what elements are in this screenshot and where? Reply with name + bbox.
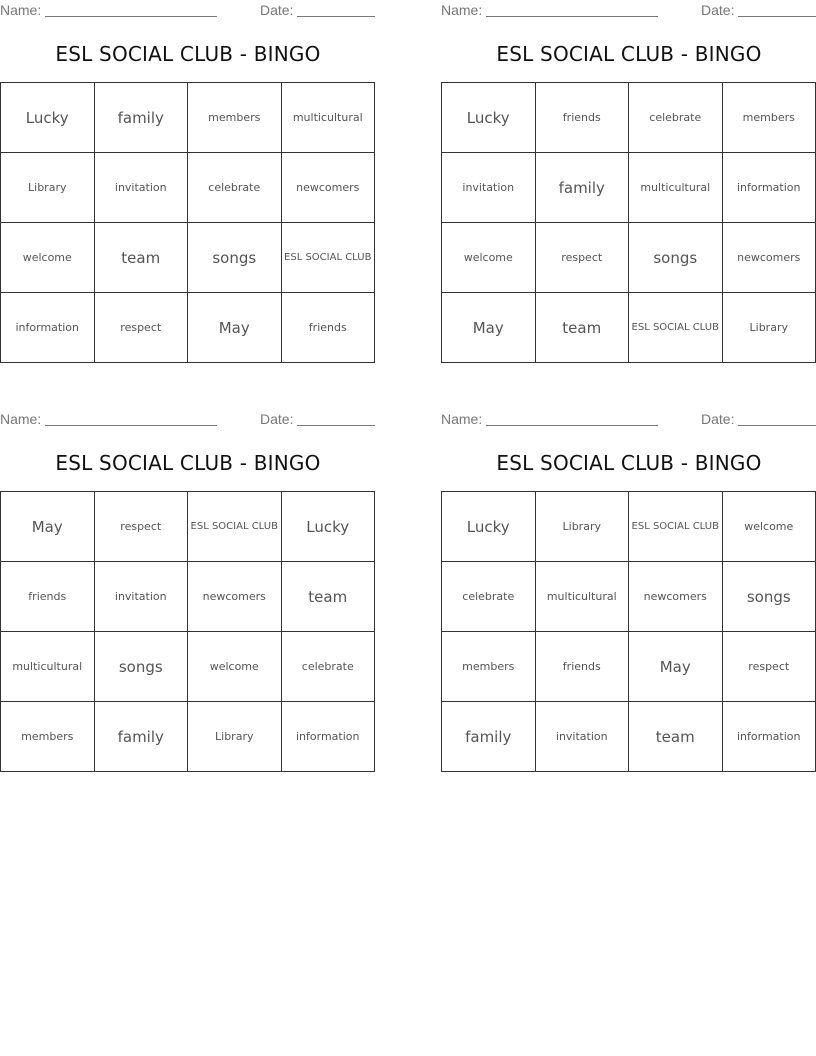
bingo-cell[interactable]: May bbox=[188, 293, 282, 363]
bingo-cell[interactable]: information bbox=[1, 293, 95, 363]
date-field-line[interactable] bbox=[297, 425, 375, 426]
bingo-cell[interactable]: Lucky bbox=[442, 492, 536, 562]
bingo-cell[interactable]: information bbox=[282, 702, 376, 772]
bingo-grid bbox=[0, 491, 375, 772]
bingo-cell[interactable]: newcomers bbox=[723, 223, 816, 293]
name-label: Name: bbox=[441, 411, 483, 427]
bingo-cell[interactable]: newcomers bbox=[188, 562, 282, 632]
bingo-grid bbox=[0, 82, 375, 363]
date-field-line[interactable] bbox=[297, 16, 375, 17]
bingo-cell[interactable]: May bbox=[442, 293, 536, 363]
bingo-cell[interactable]: songs bbox=[95, 632, 189, 702]
bingo-cell[interactable]: Library bbox=[536, 492, 630, 562]
date-field-line[interactable] bbox=[738, 16, 816, 17]
name-field-line[interactable] bbox=[45, 425, 217, 426]
bingo-cell[interactable]: welcome bbox=[723, 492, 816, 562]
card-header bbox=[0, 0, 376, 22]
bingo-cell[interactable]: members bbox=[188, 83, 282, 153]
bingo-cell[interactable]: celebrate bbox=[629, 83, 723, 153]
bingo-cell[interactable]: invitation bbox=[536, 702, 630, 772]
bingo-cell[interactable]: team bbox=[282, 562, 376, 632]
bingo-card bbox=[0, 409, 376, 771]
date-label: Date: bbox=[701, 411, 735, 427]
bingo-grid bbox=[441, 491, 816, 772]
card-header bbox=[441, 0, 816, 22]
bingo-cell[interactable]: Lucky bbox=[282, 492, 376, 562]
card-title: ESL SOCIAL CLUB - BINGO bbox=[496, 42, 762, 66]
card-header bbox=[441, 409, 816, 431]
bingo-cell[interactable]: newcomers bbox=[282, 153, 376, 223]
bingo-cell[interactable]: Lucky bbox=[442, 83, 536, 153]
name-label: Name: bbox=[441, 2, 483, 18]
bingo-cell[interactable]: family bbox=[536, 153, 630, 223]
bingo-cell[interactable]: information bbox=[723, 702, 816, 772]
bingo-cell[interactable]: May bbox=[629, 632, 723, 702]
bingo-cell[interactable]: invitation bbox=[95, 562, 189, 632]
bingo-cell[interactable]: songs bbox=[629, 223, 723, 293]
bingo-cell[interactable]: welcome bbox=[1, 223, 95, 293]
bingo-cell[interactable]: May bbox=[1, 492, 95, 562]
name-label: Name: bbox=[0, 411, 42, 427]
bingo-cell[interactable]: celebrate bbox=[442, 562, 536, 632]
bingo-cell[interactable]: Library bbox=[723, 293, 816, 363]
card-title: ESL SOCIAL CLUB - BINGO bbox=[55, 42, 321, 66]
bingo-cell[interactable]: respect bbox=[95, 492, 189, 562]
bingo-cell[interactable]: multicultural bbox=[629, 153, 723, 223]
bingo-cell[interactable]: team bbox=[95, 223, 189, 293]
bingo-cell[interactable]: friends bbox=[536, 632, 630, 702]
bingo-cell[interactable]: ESL SOCIAL CLUB bbox=[188, 492, 282, 562]
bingo-card bbox=[0, 0, 376, 362]
bingo-cell[interactable]: respect bbox=[723, 632, 816, 702]
bingo-cell[interactable]: members bbox=[442, 632, 536, 702]
bingo-cell[interactable]: family bbox=[95, 83, 189, 153]
name-field-line[interactable] bbox=[486, 16, 658, 17]
bingo-cell[interactable]: celebrate bbox=[188, 153, 282, 223]
name-label: Name: bbox=[0, 2, 42, 18]
date-field-line[interactable] bbox=[738, 425, 816, 426]
bingo-cell[interactable]: celebrate bbox=[282, 632, 376, 702]
bingo-cell[interactable]: respect bbox=[95, 293, 189, 363]
bingo-cell[interactable]: friends bbox=[536, 83, 630, 153]
bingo-cell[interactable]: welcome bbox=[442, 223, 536, 293]
bingo-cell[interactable]: songs bbox=[188, 223, 282, 293]
bingo-cell[interactable]: members bbox=[1, 702, 95, 772]
bingo-cell[interactable]: ESL SOCIAL CLUB bbox=[629, 492, 723, 562]
bingo-grid bbox=[441, 82, 816, 363]
bingo-cell[interactable]: invitation bbox=[442, 153, 536, 223]
card-header bbox=[0, 409, 376, 431]
bingo-cell[interactable]: members bbox=[723, 83, 816, 153]
bingo-cell[interactable]: newcomers bbox=[629, 562, 723, 632]
bingo-cell[interactable]: team bbox=[629, 702, 723, 772]
date-label: Date: bbox=[260, 2, 294, 18]
bingo-cell[interactable]: friends bbox=[282, 293, 376, 363]
bingo-card bbox=[441, 0, 816, 362]
card-title: ESL SOCIAL CLUB - BINGO bbox=[496, 451, 762, 475]
bingo-cell[interactable]: multicultural bbox=[282, 83, 376, 153]
bingo-cell[interactable]: Library bbox=[188, 702, 282, 772]
bingo-cell[interactable]: Lucky bbox=[1, 83, 95, 153]
name-field-line[interactable] bbox=[486, 425, 658, 426]
date-label: Date: bbox=[260, 411, 294, 427]
bingo-cell[interactable]: family bbox=[95, 702, 189, 772]
bingo-cell[interactable]: respect bbox=[536, 223, 630, 293]
bingo-cell[interactable]: ESL SOCIAL CLUB bbox=[629, 293, 723, 363]
name-field-line[interactable] bbox=[45, 16, 217, 17]
card-title: ESL SOCIAL CLUB - BINGO bbox=[55, 451, 321, 475]
bingo-cell[interactable]: family bbox=[442, 702, 536, 772]
bingo-cell[interactable]: ESL SOCIAL CLUB bbox=[282, 223, 376, 293]
bingo-cell[interactable]: songs bbox=[723, 562, 816, 632]
bingo-card bbox=[441, 409, 816, 771]
bingo-cell[interactable]: team bbox=[536, 293, 630, 363]
bingo-cell[interactable]: multicultural bbox=[536, 562, 630, 632]
date-label: Date: bbox=[701, 2, 735, 18]
bingo-cell[interactable]: welcome bbox=[188, 632, 282, 702]
bingo-cell[interactable]: multicultural bbox=[1, 632, 95, 702]
bingo-cell[interactable]: Library bbox=[1, 153, 95, 223]
bingo-cell[interactable]: friends bbox=[1, 562, 95, 632]
bingo-cell[interactable]: invitation bbox=[95, 153, 189, 223]
bingo-cell[interactable]: information bbox=[723, 153, 816, 223]
